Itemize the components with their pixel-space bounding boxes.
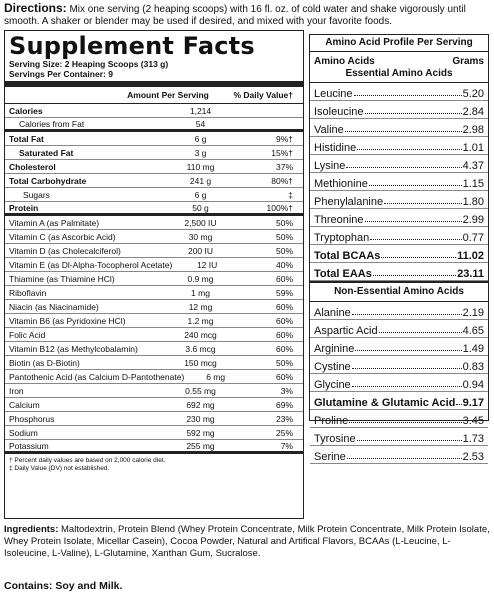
- amino-name: Cystine: [314, 361, 351, 373]
- nutrient-name: Folic Acid: [9, 329, 46, 340]
- nutrient-amount: 0.9 mg: [187, 273, 214, 284]
- facts-row: [5, 174, 303, 188]
- amino-name: Isoleucine: [314, 106, 364, 118]
- dot-leader: [352, 314, 462, 315]
- facts-row: [5, 370, 303, 384]
- amino-row: [310, 320, 488, 338]
- nutrient-name: Cholesterol: [9, 161, 56, 172]
- nutrient-amount: 50 g: [192, 202, 209, 213]
- nutrient-name: Potassium: [9, 440, 49, 451]
- nutrient-amount: 1 mg: [191, 287, 210, 298]
- nutrient-daily-value: 100%†: [266, 202, 293, 213]
- nutrient-amount: 1.2 mg: [187, 315, 214, 326]
- ingredients: [4, 524, 490, 560]
- amino-row: [310, 119, 488, 137]
- nutrient-daily-value: 59%: [275, 287, 293, 298]
- nutrient-name: Sodium: [9, 427, 38, 438]
- dot-leader: [345, 131, 462, 132]
- nutrient-name: Phosphorus: [9, 413, 55, 424]
- nutrient-daily-value: 9%†: [275, 133, 293, 144]
- dot-leader: [357, 440, 462, 441]
- nutrient-name: Vitamin A (as Palmitate): [9, 217, 100, 228]
- dot-leader: [373, 275, 456, 276]
- amino-row: [310, 173, 488, 191]
- nutrient-daily-value: ‡: [288, 189, 293, 200]
- facts-row: [5, 342, 303, 356]
- facts-row: [5, 244, 303, 258]
- facts-row: [5, 398, 303, 412]
- nutrient-daily-value: 50%: [275, 217, 293, 228]
- nutrient-daily-value: 60%: [275, 301, 293, 312]
- dot-leader: [346, 167, 461, 168]
- nutrient-amount: 230 mg: [186, 413, 215, 424]
- serving-size: Serving Size: 2 Heaping Scoops (313 g): [9, 59, 169, 69]
- amino-row: [310, 137, 488, 155]
- ingredients-text: Maltodextrin, Protein Blend (Whey Protein Concentrate, Milk Protein Concentrate, Milk Protein Isolate, Whey Protein Isolate, Micellar Casein), Cocoa Powder, Natural and Artifical Flavors, BCAAs (L-Leucine, L-Isoleucine, L-Valine), L-Glutamine, Xanthan Gum, Sucralose.: [4, 524, 490, 559]
- facts-row: [5, 440, 303, 454]
- facts-row: [5, 286, 303, 300]
- nutrient-daily-value: 60%: [275, 329, 293, 340]
- nutrient-daily-value: 60%: [275, 273, 293, 284]
- nutrient-daily-value: 50%: [275, 245, 293, 256]
- footnotes: [5, 454, 303, 473]
- nutrient-amount: 240 mcg: [184, 329, 217, 340]
- amino-name: Histidine: [314, 142, 357, 154]
- nutrient-amount: 692 mg: [186, 399, 215, 410]
- facts-row: [5, 258, 303, 272]
- nutrient-amount: 255 mg: [186, 440, 215, 451]
- amino-grams: 0.77: [462, 232, 484, 244]
- amino-row: [310, 338, 488, 356]
- nutrient-name: Vitamin B6 (as Pyridoxine HCl): [9, 315, 126, 326]
- nutrient-name: Saturated Fat: [19, 147, 74, 158]
- amino-name: Lysine: [314, 160, 346, 172]
- amino-grams: 1.49: [462, 343, 484, 355]
- dot-leader: [381, 257, 456, 258]
- nutrient-daily-value: 37%: [275, 161, 293, 172]
- amino-row: [310, 155, 488, 173]
- dot-leader: [347, 458, 462, 459]
- nutrient-name: Pantothenic Acid (as Calcium D-Pantothenate): [9, 371, 185, 382]
- amino-name: Glycine: [314, 379, 351, 391]
- nutrient-amount: 12 IU: [196, 259, 218, 270]
- facts-row: [5, 230, 303, 244]
- amino-grams: 0.83: [462, 361, 484, 373]
- amino-row: [310, 245, 488, 263]
- facts-rows: [5, 104, 303, 454]
- amino-row: [310, 302, 488, 320]
- facts-row: [5, 146, 303, 160]
- amino-name: Tyrosine: [314, 433, 356, 445]
- facts-row: [5, 216, 303, 230]
- amino-grams: 1.73: [462, 433, 484, 445]
- nutrient-amount: 3 g: [194, 147, 207, 158]
- facts-row: [5, 300, 303, 314]
- nutrient-amount: 592 mg: [186, 427, 215, 438]
- amino-grams: 11.02: [457, 250, 484, 262]
- facts-row: [5, 356, 303, 370]
- amino-grams: 1.15: [462, 178, 484, 190]
- nutrient-amount: 6 g: [194, 189, 207, 200]
- supplement-facts-panel: [4, 30, 304, 519]
- facts-row: [5, 412, 303, 426]
- amino-name: Proline: [314, 415, 349, 427]
- nutrient-name: Vitamin B12 (as Methylcobalamin): [9, 343, 138, 354]
- amino-grams: 2.53: [462, 451, 484, 463]
- nutrient-daily-value: 80%†: [271, 175, 293, 186]
- facts-row: [5, 314, 303, 328]
- nutrient-amount: 54: [195, 118, 206, 129]
- nonessential-list: [310, 302, 488, 464]
- amino-row: [310, 227, 488, 245]
- amino-name: Phenylalanine: [314, 196, 384, 208]
- amino-columns: [310, 52, 488, 68]
- facts-row: [5, 188, 303, 202]
- nutrient-amount: 12 mg: [188, 301, 213, 312]
- dot-leader: [384, 203, 461, 204]
- facts-header-row: [5, 87, 303, 104]
- amino-row: [310, 446, 488, 464]
- dot-leader: [355, 350, 461, 351]
- amino-row: [310, 374, 488, 392]
- nutrient-daily-value: 50%: [275, 231, 293, 242]
- amino-row: [310, 209, 488, 227]
- amino-name: Total EAAs: [314, 268, 372, 280]
- amino-name: Valine: [314, 124, 344, 136]
- amino-grams: 2.98: [462, 124, 484, 136]
- footnote-not-established: ‡ Daily Value (DV) not established.: [9, 465, 110, 472]
- amino-grams: 4.65: [462, 325, 484, 337]
- nutrient-daily-value: 3%: [280, 385, 293, 396]
- nutrient-amount: 0.55 mg: [185, 385, 216, 396]
- nonessential-heading: Non-Essential Amino Acids: [310, 281, 488, 302]
- nutrient-name: Riboflavin: [9, 287, 47, 298]
- amino-name: Glutamine & Glutamic Acid: [314, 397, 456, 409]
- footnote-dv: † Percent daily values are based on 2,000 calorie diet.: [9, 457, 166, 464]
- nutrient-name: Calories from Fat: [19, 118, 85, 129]
- nutrient-name: Vitamin D (as Cholecalciferol): [9, 245, 121, 256]
- nutrient-name: Calcium: [9, 399, 40, 410]
- amino-name: Aspartic Acid: [314, 325, 378, 337]
- amino-grams: 9.17: [462, 397, 484, 409]
- dot-leader: [349, 422, 461, 423]
- nutrient-name: Vitamin E (as Dl-Alpha-Tocopherol Acetate): [9, 259, 173, 270]
- supplement-facts-title: Supplement Facts: [9, 32, 255, 60]
- amino-name: Tryptophan: [314, 232, 370, 244]
- nutrient-name: Total Carbohydrate: [9, 175, 87, 186]
- allergen-statement: Contains: Soy and Milk.: [4, 580, 123, 592]
- dot-leader: [357, 149, 461, 150]
- nutrient-name: Vitamin C (as Ascorbic Acid): [9, 231, 116, 242]
- nutrient-amount: 6 g: [194, 133, 207, 144]
- nutrient-amount: 110 mg: [186, 161, 215, 172]
- nutrient-amount: 1,214: [189, 105, 212, 116]
- amino-name: Leucine: [314, 88, 353, 100]
- amino-title: Amino Acid Profile Per Serving: [310, 35, 488, 52]
- facts-row: [5, 202, 303, 216]
- ingredients-label: Ingredients:: [4, 524, 59, 535]
- amino-col-right: Grams: [452, 56, 484, 67]
- dot-leader: [370, 239, 461, 240]
- nutrient-daily-value: 7%: [280, 440, 293, 451]
- nutrient-daily-value: 50%: [275, 357, 293, 368]
- amino-grams: 23.11: [457, 268, 484, 280]
- amino-name: Arginine: [314, 343, 355, 355]
- essential-heading: Essential Amino Acids: [310, 68, 488, 83]
- amino-row: [310, 263, 488, 281]
- nutrient-amount: 241 g: [189, 175, 212, 186]
- amino-acid-profile: [309, 34, 489, 463]
- amino-grams: 0.94: [462, 379, 484, 391]
- nutrient-daily-value: 60%: [275, 371, 293, 382]
- amino-row: [310, 191, 488, 209]
- nutrient-name: Thiamine (as Thiamine HCl): [9, 273, 115, 284]
- dv-header: % Daily Value†: [233, 90, 293, 100]
- facts-row: [5, 104, 303, 118]
- nutrient-amount: 30 mg: [188, 231, 213, 242]
- amino-grams: 5.20: [462, 88, 484, 100]
- amino-grams: 2.84: [462, 106, 484, 118]
- nutrient-daily-value: 69%: [275, 399, 293, 410]
- dot-leader: [352, 386, 462, 387]
- amino-row: [310, 101, 488, 119]
- nutrient-name: Niacin (as Niacinamide): [9, 301, 99, 312]
- facts-row: [5, 384, 303, 398]
- dot-leader: [369, 185, 462, 186]
- dot-leader: [365, 113, 462, 114]
- dot-leader: [379, 332, 462, 333]
- amino-name: Threonine: [314, 214, 364, 226]
- amino-name: Total BCAAs: [314, 250, 381, 262]
- amino-row: [310, 410, 488, 428]
- amino-row: [310, 428, 488, 446]
- nutrient-daily-value: 60%: [275, 343, 293, 354]
- nutrient-name: Biotin (as D-Biotin): [9, 357, 80, 368]
- amino-col-left: Amino Acids: [314, 56, 375, 67]
- amino-grams: 1.80: [462, 196, 484, 208]
- facts-row: [5, 426, 303, 440]
- facts-row: [5, 328, 303, 342]
- nutrient-amount: 200 IU: [187, 245, 214, 256]
- dot-leader: [365, 221, 462, 222]
- amount-header: Amount Per Serving: [127, 90, 209, 100]
- nutrient-amount: 150 mcg: [184, 357, 217, 368]
- amino-row: [310, 392, 488, 410]
- nutrient-name: Protein: [9, 202, 39, 213]
- dot-leader: [354, 95, 462, 96]
- directions-text: Mix one serving (2 heaping scoops) with 16 fl. oz. of cold water and shake vigorously until smooth. A shaker or blender may be used if desired, and mixed with your favorite foods.: [4, 4, 466, 27]
- amino-name: Methionine: [314, 178, 368, 190]
- amino-name: Serine: [314, 451, 346, 463]
- facts-row: [5, 118, 303, 132]
- directions: [4, 2, 490, 28]
- directions-label: Directions:: [4, 1, 67, 15]
- nutrient-daily-value: 15%†: [271, 147, 293, 158]
- amino-grams: 3.45: [462, 415, 484, 427]
- nutrient-daily-value: 60%: [275, 315, 293, 326]
- dot-leader: [352, 368, 462, 369]
- amino-grams: 2.19: [462, 307, 484, 319]
- amino-name: Alanine: [314, 307, 351, 319]
- amino-grams: 4.37: [462, 160, 484, 172]
- nutrient-daily-value: 40%: [275, 259, 293, 270]
- nutrient-amount: 6 mg: [206, 371, 226, 382]
- amino-grams: 2.99: [462, 214, 484, 226]
- nutrient-amount: 2,500 IU: [184, 217, 217, 228]
- nutrient-daily-value: 25%: [275, 427, 293, 438]
- facts-row: [5, 160, 303, 174]
- essential-list: [310, 83, 488, 281]
- amino-row: [310, 356, 488, 374]
- dot-leader: [456, 404, 461, 405]
- nutrient-name: Iron: [9, 385, 24, 396]
- facts-row: [5, 272, 303, 286]
- nutrient-name: Calories: [9, 105, 43, 116]
- amino-row: [310, 83, 488, 101]
- nutrient-daily-value: 23%: [275, 413, 293, 424]
- servings-per-container: Servings Per Container: 9: [9, 69, 113, 79]
- facts-row: [5, 132, 303, 146]
- nutrient-amount: 3.6 mcg: [185, 343, 216, 354]
- amino-grams: 1.01: [462, 142, 484, 154]
- nutrient-name: Total Fat: [9, 133, 44, 144]
- nutrient-name: Sugars: [23, 189, 50, 200]
